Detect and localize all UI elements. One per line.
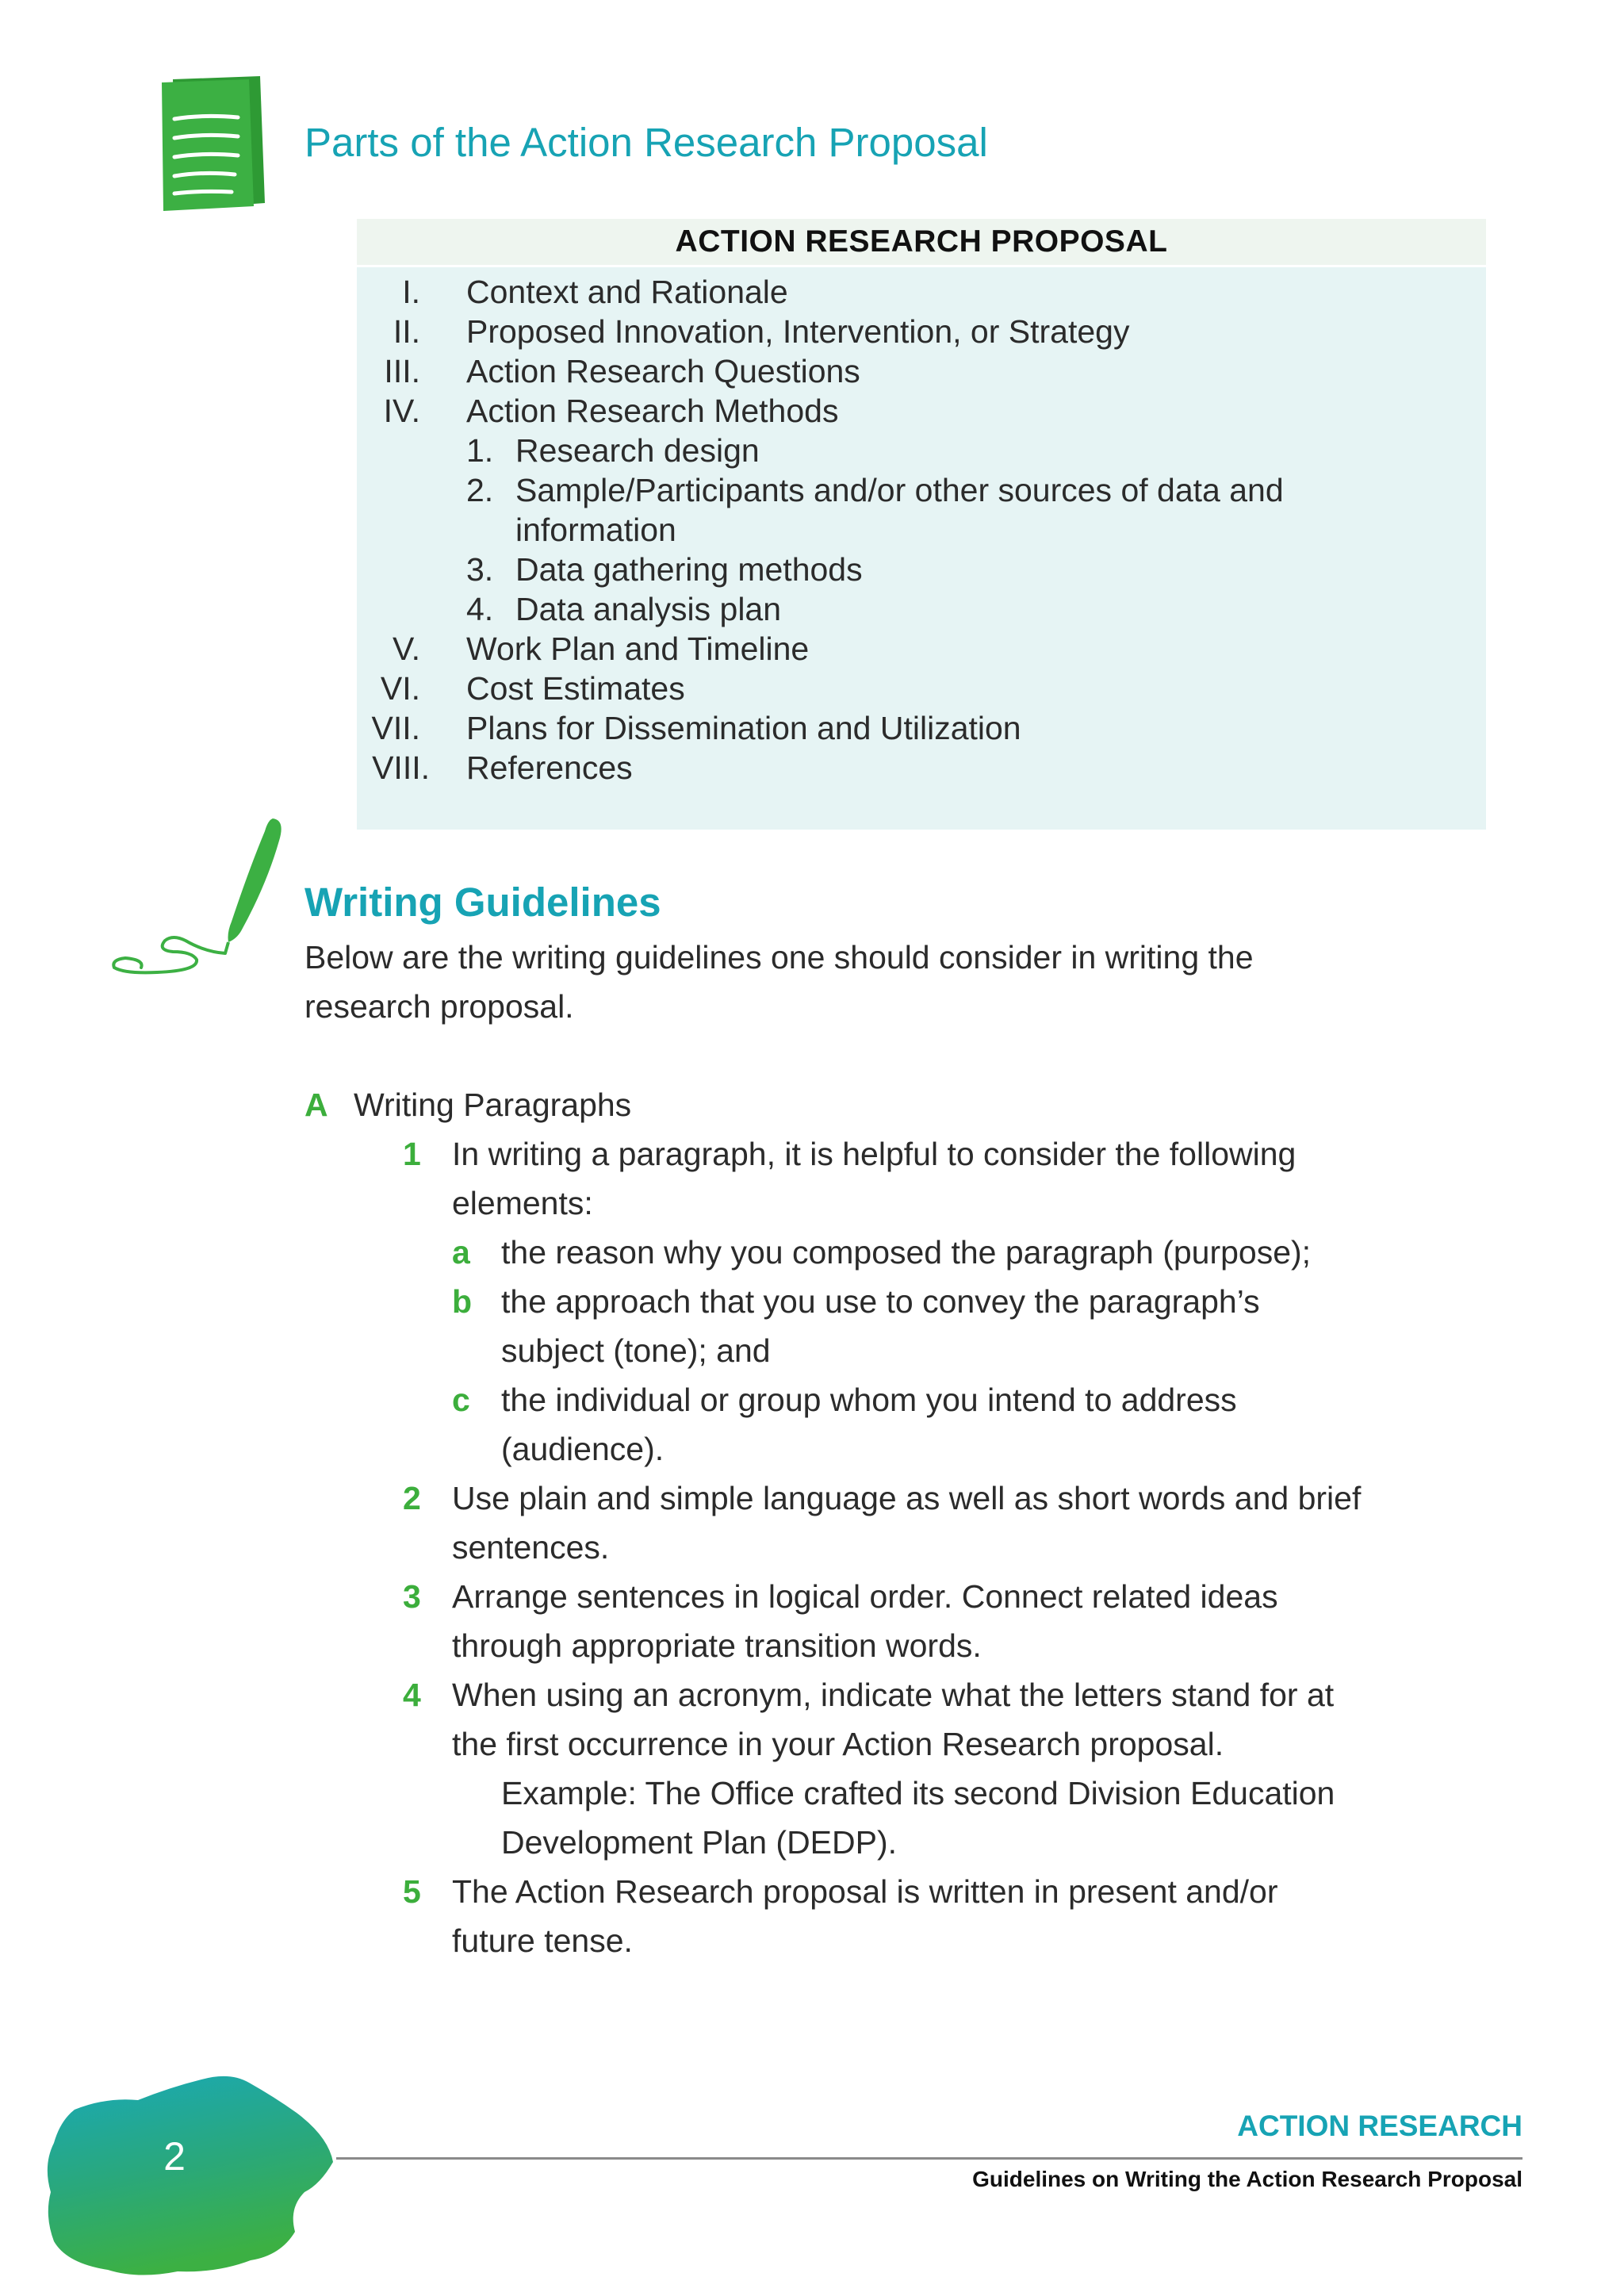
outline-numeral: V.: [393, 631, 420, 667]
method-number: 2.: [466, 472, 494, 508]
section-title-parts: Parts of the Action Research Proposal: [304, 120, 988, 165]
outline-numeral: II.: [393, 313, 420, 350]
sublist-line: the approach that you use to convey the paragraph’s: [501, 1283, 1260, 1320]
method-number: 3.: [466, 551, 494, 588]
list-line: The Action Research proposal is written in present and/or: [452, 1873, 1278, 1910]
outline-numeral: VI.: [380, 670, 420, 707]
footer-divider: [336, 2157, 1522, 2160]
list-line: In writing a paragraph, it is helpful to consider the following: [452, 1136, 1297, 1172]
outline-label: Action Research Questions: [466, 353, 860, 389]
sublist-line: the reason why you composed the paragraph (purpose);: [501, 1234, 1312, 1271]
list-line: through appropriate transition words.: [452, 1627, 982, 1664]
method-label: Sample/Participants and/or other sources of data and: [515, 472, 1284, 508]
method-item: [466, 431, 760, 470]
list-number: 2: [403, 1480, 421, 1516]
sublist-line: (audience).: [501, 1431, 665, 1467]
list-line: the first occurrence in your Action Research proposal.: [452, 1726, 1224, 1762]
intro-line: research proposal.: [304, 988, 574, 1025]
method-label: Data analysis plan: [515, 591, 782, 627]
method-item: [466, 550, 863, 589]
example-line: Example: The Office crafted its second Division Education: [501, 1775, 1335, 1811]
sublist-line: the individual or group whom you intend to address: [501, 1382, 1237, 1418]
proposal-outline-table: [357, 219, 1486, 830]
outline-label: Context and Rationale: [466, 274, 788, 310]
method-number: 4.: [466, 591, 494, 627]
list-number: 5: [403, 1873, 421, 1910]
method-label-continued: information: [515, 512, 676, 548]
list-line: future tense.: [452, 1922, 633, 1959]
outline-numeral: VII.: [371, 710, 420, 746]
method-label: Research design: [515, 432, 760, 469]
pen-icon: [109, 814, 292, 982]
outline-label: References: [466, 749, 633, 786]
outline-label: Action Research Methods: [466, 393, 839, 429]
outline-label: Plans for Dissemination and Utilization: [466, 710, 1021, 746]
notebook-icon: [155, 73, 271, 214]
page-number: 2: [163, 2134, 186, 2179]
list-line: When using an acronym, indicate what the letters stand for at: [452, 1677, 1335, 1713]
footer-subtitle: Guidelines on Writing the Action Research Proposal: [972, 2167, 1522, 2191]
outline-numeral: IV.: [383, 393, 420, 429]
footer-title: ACTION RESEARCH: [1237, 2110, 1522, 2142]
list-number: 1: [403, 1136, 421, 1172]
example-line: Development Plan (DEDP).: [501, 1824, 898, 1861]
part-letter: A: [304, 1087, 328, 1123]
list-number: 4: [403, 1677, 421, 1713]
part-title: Writing Paragraphs: [354, 1087, 632, 1123]
intro-line: Below are the writing guidelines one should consider in writing the: [304, 939, 1254, 976]
outline-label: Work Plan and Timeline: [466, 631, 810, 667]
list-line: Arrange sentences in logical order. Connect related ideas: [452, 1578, 1278, 1615]
outline-label: Cost Estimates: [466, 670, 685, 707]
table-header: ACTION RESEARCH PROPOSAL: [357, 219, 1486, 267]
outline-numeral: VIII.: [372, 749, 430, 786]
method-item: [466, 470, 1284, 510]
list-number: 3: [403, 1578, 421, 1615]
list-line: sentences.: [452, 1529, 610, 1566]
list-line: Use plain and simple language as well as short words and brief: [452, 1480, 1362, 1516]
outline-numeral: I.: [402, 274, 420, 310]
method-label: Data gathering methods: [515, 551, 863, 588]
outline-label: Proposed Innovation, Intervention, or Strategy: [466, 313, 1130, 350]
outline-numeral: III.: [384, 353, 420, 389]
sublist-letter: b: [452, 1283, 473, 1320]
list-line: elements:: [452, 1185, 593, 1221]
method-item: [466, 589, 782, 629]
sublist-letter: a: [452, 1234, 470, 1271]
method-number: 1.: [466, 432, 494, 469]
sublist-letter: c: [452, 1382, 470, 1418]
sublist-line: subject (tone); and: [501, 1332, 771, 1369]
section-title-guidelines: Writing Guidelines: [304, 880, 661, 925]
